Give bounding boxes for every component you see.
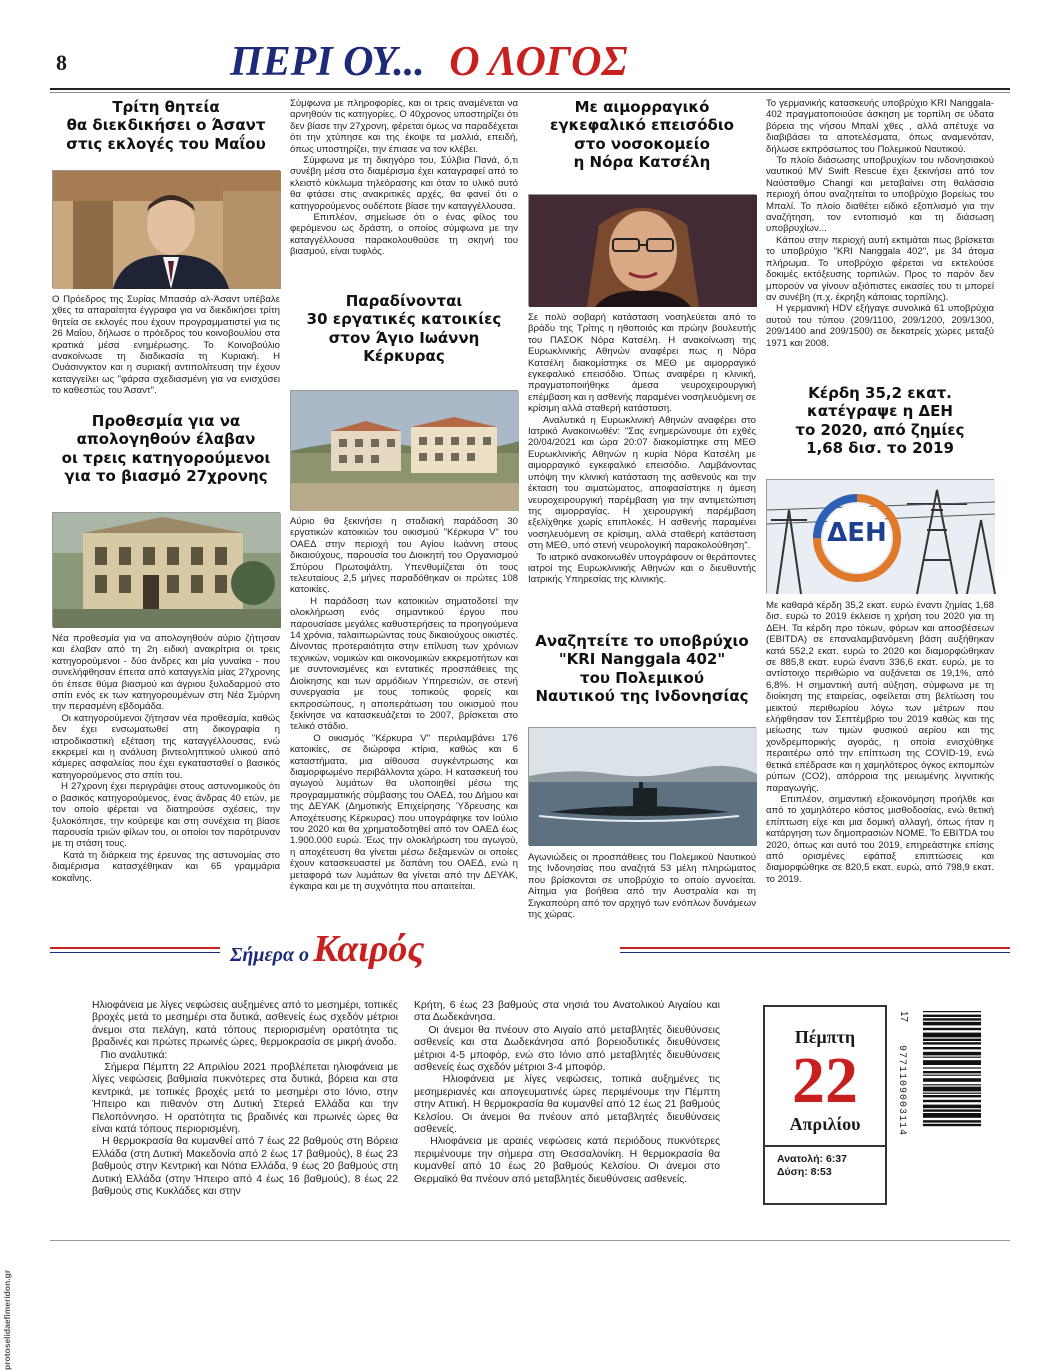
barcode-bar: [923, 1033, 981, 1038]
assad-body: Ο Πρόεδρος της Συρίας Μπασάρ αλ-Άσαντ υπέβαλε χθες τα απαραίτητα έγγραφα για να διεκδικήσει τρίτη θητεία σε εκλογές που έχουν προγραμματιστεί για τις 26 Μαΐου, δήλωσε ο πρόεδρος του κοινοβουλίου στα κρατικά μέσα ενημέρωσης. Το Κοινοβούλιο ανακοίνωσε τη διαδικασία τη Κυριακή. Η Ουάσινγκτον και η συριακή αντιπολίτευση την έχουν καταγγείλει ως "φάρσα σχεδιασμένη για να ενισχύσει το καθεστώς του Άσαντ".: [52, 294, 283, 397]
submarine-photo: [528, 727, 756, 845]
courthouse-photo: [52, 512, 280, 627]
corfu-housing-photo: [290, 390, 518, 510]
top-rule: [50, 88, 1010, 90]
date-box: [763, 1005, 887, 1205]
barcode-bar: [923, 1071, 981, 1073]
corfu-housing-photo-image: [291, 391, 519, 511]
barcode-bar: [923, 1124, 981, 1126]
barcode-bar: [923, 1057, 981, 1058]
side-watermark: [2, 1070, 18, 1370]
sunset-time: Δύση: 8:53: [777, 1166, 832, 1178]
barcode-bar: [923, 1084, 981, 1085]
barcode-bar: [923, 1039, 981, 1041]
assad-photo: [52, 170, 280, 288]
submarine-photo-image: [529, 728, 757, 846]
top-rule-thin: [50, 92, 1010, 93]
barcode-bar: [923, 1052, 981, 1056]
barcode-digits: 9771109003114: [896, 1045, 907, 1137]
barcode-bar: [923, 1120, 981, 1122]
barcode-bar: [923, 1078, 981, 1082]
masthead-title-left: ΠΕΡΙ ΟΥ...: [230, 39, 425, 85]
barcode-bar: [923, 1100, 981, 1102]
barcode-bar: [923, 1018, 981, 1020]
katseli-photo-image: [529, 195, 757, 307]
weather-title-big: Καιρός: [313, 928, 425, 970]
masthead-title-right: Ο ΛΟΓΟΣ: [449, 39, 628, 85]
barcode: [893, 1005, 985, 1205]
barcode-bar: [923, 1087, 981, 1092]
barcode-bar: [923, 1105, 981, 1109]
issue-code: 17: [898, 1011, 909, 1023]
rape-case-continued-body: Σύμφωνα με πληροφορίες, και οι τρεις αναμένεται να αρνηθούν τις κατηγορίες. Ο 40χρονος υποστηρίζει ότι δεν βίασε την 27χρονη, φέρεται όμως να παραδέχεται ότι την χτύπησε και της έκοψε τα μαλλιά, επειδή, όπως υποστηρίζει, την έπιασε να τον κλέβει. Σύμφωνα με τη δικηγόρο του, Σύλβια Πανά, ό,τι συνέβη μέσα στο διαμέρισμα έχει καταγραφεί από το κλειστό κύκλωμα τηλεόρασης και όταν το υλικό αυτό θα φτάσει στις ανακριτικές αρχές, θα φανεί ότι ο κατηγορούμενος ουδέποτε βίασε την καταγγέλλουσα. Επιπλέον, σημείωσε ότι ο ένας φίλος του φερόμενου ως δράστη, ο οποίος σύμφωνα με την καταγγέλλουσα παρακολουθούσε τη σκηνή του βιασμού, είναι τυφλός.: [290, 98, 518, 258]
weather-title: [220, 927, 620, 971]
day-number: 22: [792, 1044, 858, 1117]
corfu-body: Αύριο θα ξεκινήσει η σταδιακή παράδοση 30 εργατικών κατοικιών του οικισμού "Κέρκυρα V" του ΟΑΕΔ στην περιοχή του Αγίου Ιωάννη στους δικαιούχους, παρουσία του Διοικητή του Οργανισμού Σπύρου Πρωτοψάλτη. Υπενθυμίζεται ότι τους τελευταίους 2,5 μήνες παραδόθηκαν οι πρώτες 108 κατοικίες. Η παράδοση των κατοικιών σηματοδοτεί την ολοκλήρωση ενός σημαντικού έργου που παρουσίασε μεγάλες καθυστερήσεις τα προηγούμενα 14 χρόνια, ταλαιπωρώντας τους δικαιούχους οικιστές. Δίνοντας προτεραιότητα στην επίλυση των χρόνιων τεχνικών, νομικών και οικονομικών εκκρεμοτήτων και με συντονισμένες και εντατικές προσπάθειες της Διοίκησης και των αρμόδιων Υπηρεσιών, σε στενή συνεργασία με τους τοπικούς φορείς και εκπροσώπους, η αποπεράτωση του οικισμού που ξεκίνησε να κατασκευάζεται το 2007, βρίσκεται στο τελικό στάδιο. Ο οικισμός "Κέρκυρα V" περιλαμβάνει 176 κατοικίες, σε διώροφα κτίρια, καθώς και 6 καταστήματα, μια αίθουσα συγκέντρωσης και διαμορφωμένο περιβάλλοντα χώρο. Η κατασκευή του αγωγού λυμάτων θα υλοποιηθεί μέσω της προγραμματικής σύμβασης του ΟΑΕΔ, του Δήμου και της ΔΕΥΑΚ (Δημοτικής Επιχείρησης Ύδρευσης και Αποχέτευσης Κέρκυρας) που υπογράφηκε τον Ιούλιο του 2020 και θα χρηματοδοτηθεί από τον ΟΑΕΔ έως 1.900.000 ευρώ. Έως την ολοκλήρωση του αγωγού, η αποχέτευση θα γίνεται μέσω δεξαμενών οι οποίες έχουν κατασκευαστεί με δαπάνη του ΟΑΕΔ, ενώ η μεταφορά των λυμάτων θα γίνεται από την ΔΕΥΑΚ, έγκαιρα και με τη συχνότητα που απαιτείται.: [290, 516, 518, 892]
weather-column-2: Κρήτη, 6 έως 23 βαθμούς στα νησιά του Ανατολικού Αιγαίου και στα Δωδεκάνησα. Οι άνεμοι θα πνέουν στο Αιγαίο από μεταβλητές διευθύνσεις ασθενείς και στα Δωδεκάνησα από βορειοδυτικές διευθύνσεις μέτριοι 4-5 μποφόρ, ενώ στο Ιόνιο από μεταβλητές διευθύνσεις ασθενείς έως σχεδόν μέτριοι 3-4 μποφόρ. Ηλιοφάνεια με λίγες νεφώσεις, τοπικά αυξημένες τις μεσημεριανές και απογευματινές ώρες περιμένουμε την Πέμπτη στην Αττική. Η θερμοκρασία θα κυμανθεί από 12 έως 21 βαθμούς Κελσίου. Οι άνεμοι θα πνέουν από μεταβλητές διευθύνσεις ασθενείς. Ηλιοφάνεια με αραιές νεφώσεις κατά περιόδους πυκνότερες περιμένουμε την σήμερα στη Θεσσαλονίκη. Η θερμοκρασία θα κυμανθεί από 10 έως 20 βαθμούς Κελσίου. Οι άνεμοι στο Θερμαϊκό θα πνέουν από μεταβλητές διευθύνσεις ασθενείς.: [414, 1000, 720, 1185]
assad-photo-image: [53, 171, 281, 289]
rape-case-headline: Προθεσμία για να απολογηθούν έλαβαν οι τρεις κατηγορούμενοι για το βιασμό 27χρονης: [61, 412, 271, 485]
dei-logo-text: ΔΕΗ: [827, 518, 887, 548]
watermark-text: protoselidaefimeridon.gr: [2, 1269, 12, 1370]
month-name: Απριλίου: [789, 1114, 861, 1134]
barcode-bar: [923, 1095, 981, 1097]
barcode-bar: [923, 1093, 981, 1094]
corfu-headline: Παραδίνονται 30 εργατικές κατοικίες στον Άγιο Ιωάννη Κέρκυρας: [306, 292, 502, 365]
weather-column-1: Ηλιοφάνεια με λίγες νεφώσεις αυξημένες από το μεσημέρι, τοπικές βροχές μετά το μεσημέρι στα δυτικά, ασθενείς έως σχεδόν μέτριοι άνεμοι στα πελάγη, κατά τόπους περιορισμένη ορατότητα τις βραδινές και πρώτες πρωινές ώρες, θερμοκρασία σε μικρή άνοδο. Πιο αναλυτικά: Σήμερα Πέμπτη 22 Απριλίου 2021 προβλέπεται ηλιοφάνεια με λίγες νεφώσεις βαθμιαία πυκνότερες στα δυτικά, βόρεια και στα κεντρικά, με τοπικές βροχές μετά το μεσημέρι στο Ιόνιο, στην Ήπειρο και πιθανόν στη Δυτική Στερεά Ελλάδα και την Πελοπόννησο. Η ορατότητα τις βραδινές και πρωινές ώρες θα είναι κατά τόπους περιορισμένη. Η θερμοκρασία θα κυμανθεί από 7 έως 22 βαθμούς στη Βόρεια Ελλάδα (στη Δυτική Μακεδονία από 2 έως 17 βαθμούς), 8 έως 23 βαθμούς στην Κεντρική και Νότια Ελλάδα, 9 έως 20 βαθμούς στη Δυτική Ελλάδα (στην Ήπειρο από 4 έως 16 βαθμούς), 8 έως 22 βαθμούς στις Κυκλάδες και στην: [92, 1000, 398, 1198]
barcode-bar: [923, 1042, 981, 1044]
date-box-divider: [765, 1145, 885, 1147]
barcode-bar: [923, 1028, 981, 1030]
submarine-headline: Αναζητείτε το υποβρύχιο "KRI Nanggala 402" του Πολεμικού Ναυτικού της Ινδονησίας: [535, 632, 749, 705]
day-name: Πέμπτη: [794, 1027, 856, 1047]
assad-headline: Τρίτη θητεία θα διεκδικήσει ο Άσαντ στις εκλογές του Μαΐου: [66, 98, 266, 153]
barcode-bar: [923, 1109, 981, 1111]
submarine-body: Αγωνιώδεις οι προσπάθειες του Πολεμικού Ναυτικού της Ινδονησίας που αναζητά 53 μέλη πληρώματος που βρίσκονται σε υποβρύχιο το οποίο αγνοείται. Αίτημα για βοήθεια από την Αυστραλία και τη Σιγκαπούρη από τον αρχηγό των ενόπλων δυνάμεων της χώρας.: [528, 852, 759, 921]
katseli-body: Σε πολύ σοβαρή κατάσταση νοσηλεύεται από το βράδυ της Τρίτης η ηθοποιός και πρώην βουλευτής του ΠΑΣΟΚ Νόρα Κατσέλη. Η ανακοίνωση της Ευρωκλινικής Αθηνών αναφέρει πως η Νόρα Κατσέλη διακομίστηκε σε ΜΕΘ με αιμορραγικό εγκεφαλικό επεισόδιο. Όπως αναφέρει η κλινική, πραγματοποιήθηκε άμεσα νευροχειρουργική επέμβαση και η ασθενής παραμένει νοσηλευόμενη σε κρίσιμη αλλά σταθερή κατάσταση. Αναλυτικά η Ευρωκλινική Αθηνών αναφέρει στο Ιατρικό Ανακοινωθέν: "Σας ενημερώνουμε ότι εχθές 20/04/2021 και ώρα 20:07 διακομίστηκε στη ΜΕΘ Ευρωκλινικής Αθηνών η κυρία Νόρα Κατσέλη με αιμορραγικό εγκεφαλικό επεισόδιο. Λαμβάνοντας υπόψη την κλινική κατάσταση της ασθενούς και την έκταση του αιματώματος, αποφασίστηκε η άμεση νευροχειρουργική παρέμβαση για την αντιμετώπιση της αιμορραγίας. Η χειρουργική παρέμβαση εξελίχθηκε χωρίς επιπλοκές. Η ασθενής παραμένει νοσηλευόμενη σε κρίσιμη, αλλά σταθερή κατάσταση στη ΜΕΘ, υπό στενή νευρολογική παρακολούθηση". Το ιατρικό ανακοινωθέν υπογράφουν οι θεράποντες ιατροί της Ευρωκλινικής Αθηνών και ο διευθυντής Ιατρικής Υπηρεσίας της κλινικής.: [528, 312, 756, 586]
barcode-bar: [923, 1022, 981, 1026]
barcode-bar: [923, 1067, 981, 1068]
submarine-continued-body: Το γερμανικής κατασκευής υποβρύχιο KRI Nanggala-402 πραγματοποιούσε άσκηση με τορπίλη σε ύδατα βόρεια της νήσου Μπαλί χθες , αλλά απέτυχε να διαβιβάσει τα αποτελέσματα, όπως αναμενόταν, δήλωσε εκπρόσωπος του Πολεμικού Ναυτικού. Το πλοίο διάσωσης υποβρυχίων του ινδονησιακού ναυτικού MV Swift Rescue έχει ξεκινήσει από τον Ναύσταθμο Changi και μεταβαίνει στη θαλάσσια περιοχή όπου αναζητείται το υποβρύχιο βορείως του Μπαλί. Το πλοίο διαθέτει ειδικό εξοπλισμό για την αναζήτηση, τον εντοπισμό και τη διάσωση υποβρυχίων... Κάπου στην περιοχή αυτή εκτιμάται πως βρίσκεται το υποβρύχιο "KRI Nanggala 402", με 34 άτομα πλήρωμα. Το υποβρύχιο φέρεται να εκτελούσε δοκιμές εκτόξευσης τορπιλών. Προς το παρόν δεν μπορούν να γίνουν αξιόπιστες εικασίες του τι μπορεί αν συνέβη (π.χ. έκρηξη κάποιας τορπίλης). Η γερμανική HDV εξήγαγε συνολικά 61 υποβρύχια αυτού του τύπου (209/1100, 209/1200, 209/1300, 209/1400 and 209/1500) σε δεκατρείς χώρες μεταξύ 1971 και 2008.: [766, 98, 995, 349]
bottom-rule: [50, 1240, 1010, 1241]
katseli-photo: [528, 194, 756, 306]
rape-case-body: Νέα προθεσμία για να απολογηθούν αύριο ζήτησαν και έλαβαν από τη 2η ειδική ανακρίτρια οι τρεις κατηγορούμενοι - δύο άνδρες και μία γυναίκα - που συνελήφθησαν έπειτα από καταγγελία μίας 27χρονης ότι έπεσε θύμα βιασμού και άγριου ξυλοδαρμού στο σπίτι ενός εκ των κατηγορουμένων στη Νέα Σμύρνη την περασμένη εβδομάδα. Οι κατηγορούμενοι ζήτησαν νέα προθεσμία, καθώς δεν έχει ενσωματωθεί στη δικογραφία η ιατροδικαστική εξέταση της καταγγέλλουσας, ενώ εκκρεμεί και η ανάλυση βιντεοληπτικού υλικού από κάμερες ασφαλείας που έχει εγκατασταθεί ο βασικός κατηγορούμενος στο σπίτι του. Η 27χρονη έχει περιγράψει στους αστυνομικούς ότι ο βασικός κατηγορούμενος, ένας άνδρας 40 ετών, με τον οποίο φέρεται να διατηρούσε σχέσεις, την ξυλοκόπησε, την κούρεψε και στη συνέχεια τη βίασε παρουσία τριών φίλων του, οι οποίοι τον παρότρυναν με τη στάση τους. Κατά τη διάρκεια της έρευνας της αστυνομίας στο διαμέρισμα κατασχέθηκαν και 65 γραμμάρια κοκαΐνης.: [52, 633, 281, 884]
page-number: 8: [56, 50, 67, 75]
weather-banner: [50, 925, 1010, 973]
weather-title-small: Σήμερα ο: [230, 944, 310, 966]
dei-photo: [766, 479, 994, 593]
masthead-title: [230, 38, 830, 86]
sunrise-time: Ανατολή: 6:37: [777, 1153, 847, 1165]
barcode-bar: [923, 1113, 981, 1118]
barcode-bar: [923, 1047, 981, 1049]
barcode-bar: [923, 1011, 981, 1012]
barcode-bar: [923, 1075, 981, 1076]
dei-body: Με καθαρά κέρδη 35,2 εκατ. ευρώ έναντι ζημίας 1,68 δισ. ευρώ το 2019 έκλεισε η χρήση του 2020 για τη ΔΕΗ. Τα κέρδη προ τόκων, φόρων και αποσβέσεων (EBITDA) σε επαναλαμβανόμενη βάση αυξήθηκαν κατά 552,2 εκατ. ευρώ το 2020 και διαμορφώθηκαν σε 885,8 εκατ. ευρώ έναντι 336,6 εκατ. ευρώ, με το αντίστοιχο περιθώριο να αυξάνεται σε 19,1%, από 6,8%. Η σημαντική αυτή αύξηση, σύμφωνα με τη διοίκηση της εταιρείας, οφείλεται στη βελτίωση του μεικτού περιθωρίου λόγω των μέτρων που ελήφθησαν τον Σεπτέμβριο του 2019 καθώς και της μείωσης των τιμών φυσικού αερίου και της χονδρεμπορικής αγοράς, η οποία ενισχύθηκε περαιτέρω από την επίπτωση της COVID-19, ενώ θετικά επέδρασε και η χαμηλότερος όγκος εκπομπών ρύπων (CO2), απόρροια της μειωμένης λιγνιτικής παραγωγής. Επιπλέον, σημαντική εξοικονόμηση προήλθε και από το χαμηλότερο κόστος μισθοδοσίας, ενώ θετική επίπτωση είχε και μια δομική αλλαγή, όπως ήταν η κατάργηση των δημοπρασιών ΝΟΜΕ. Το EBITDA του 2020, όπως και αυτό του 2019, επηρεάστηκε επίσης από ορισμένες εφάπαξ επιπτώσεις και διαμορφώθηκε σε 820,5 εκατ. ευρώ, από 798,9 εκατ. το 2019.: [766, 600, 994, 885]
courthouse-photo-image: [53, 513, 281, 628]
katseli-headline: Με αιμορραγικό εγκεφαλικό επεισόδιο στο νοσοκομείο η Νόρα Κατσέλη: [550, 98, 734, 171]
barcode-bar: [923, 1015, 981, 1017]
barcode-bar: [923, 1060, 981, 1065]
dei-headline: Κέρδη 35,2 εκατ. κατέγραψε η ΔΕΗ το 2020, από ζημίες 1,68 δισ. το 2019: [795, 384, 965, 457]
